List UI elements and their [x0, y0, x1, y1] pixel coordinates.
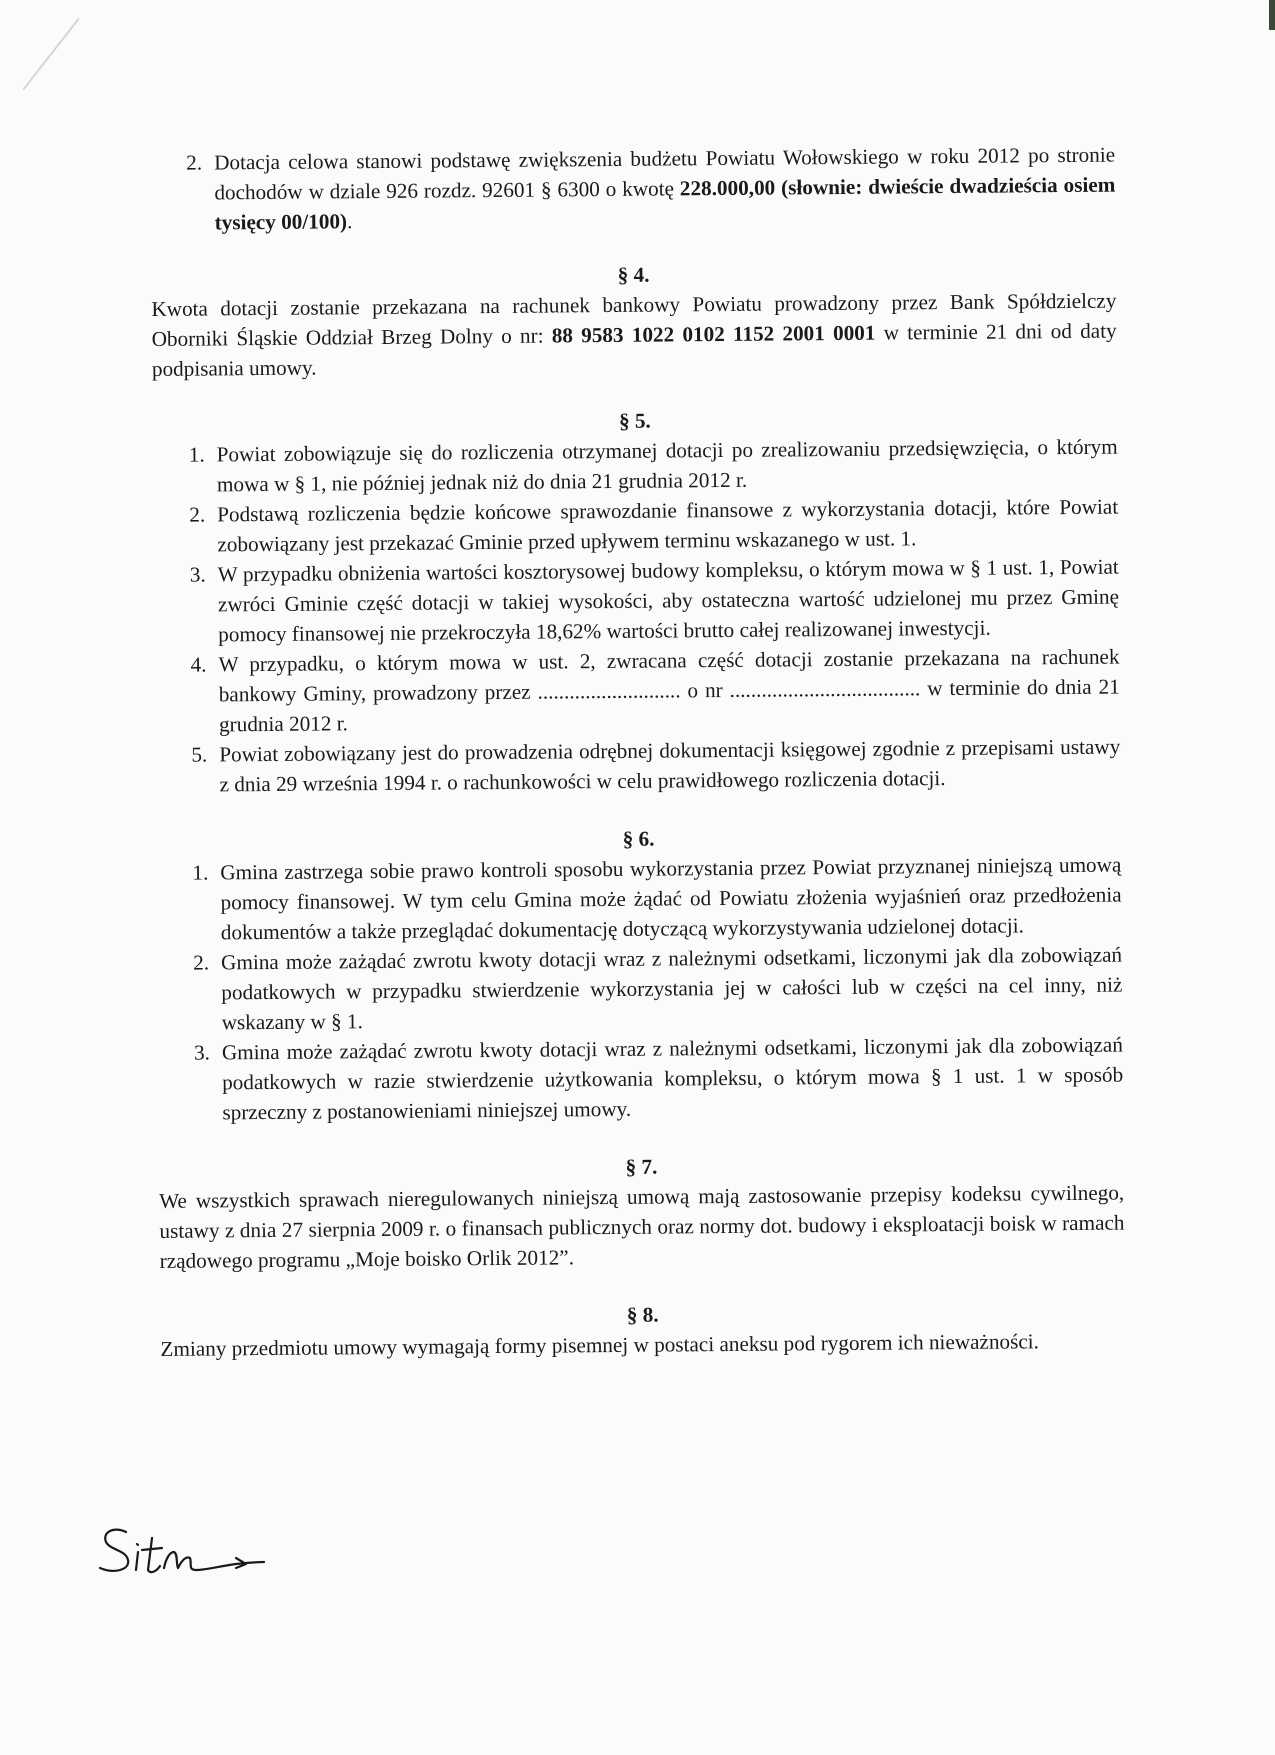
section-4-text-main: Kwota dotacji zostanie przekazana na rachunek bankowy Powiatu prowadzony przez Bank Spółdzielczy Oborniki Śląskie Oddział Brzeg Dolny o nr:: [151, 288, 1117, 351]
list-item: [155, 732, 1120, 800]
item-text: Gmina może zażądać zwrotu kwoty dotacji wraz z należnymi odsetkami, liczonymi jak dla zobowiązań podatkowych w przypadku stwierdzenie wykorzystania jej w całości lub w części na cel inny, niż wskazany w § 1.: [221, 942, 1123, 1035]
item-number: 5.: [191, 742, 208, 767]
section-8-text: Zmiany przedmiotu umowy wymagają formy pisemnej w postaci aneksu pod rygorem ich nieważności.: [160, 1329, 1040, 1361]
item-number: 2.: [186, 150, 203, 175]
section-4-heading: § 4.: [617, 262, 650, 287]
item-text: Gmina może zażądać zwrotu kwoty dotacji wraz z należnymi odsetkami, liczonymi jak dla zobowiązań podatkowych w razie stwierdzenie użytkowania kompleksu, o którym mowa § 1 ust. 1 w sposób sprzeczny z postanowieniami niniejszej umowy.: [221, 1032, 1124, 1125]
scan-artifact-line: [23, 18, 80, 90]
section-7-heading: § 7.: [625, 1154, 658, 1179]
item-number: 3.: [193, 1040, 211, 1065]
section-7-text: We wszystkich sprawach nieregulowanych niniejszą umową mają zastosowanie przepisy kodeksu cywilnego, ustawy z dnia 27 sierpnia 2009 r. o finansach publicznych oraz normy dot. budowy i eksploatacji boisk w ramach rządowego programu „Moje boisko Orlik 2012”.: [159, 1180, 1125, 1273]
section-5-heading: § 5.: [618, 408, 651, 433]
item-number: 2.: [193, 950, 210, 975]
section-4-text-tail: w terminie 21 dni od daty podpisania umowy.: [151, 318, 1117, 381]
list-item: [157, 940, 1123, 1038]
list-item: [153, 432, 1118, 500]
scan-edge-mark: [1269, 0, 1275, 30]
list-item: [156, 850, 1122, 948]
item-number: 1.: [192, 860, 209, 885]
item-text: Powiat zobowiązany jest do prowadzenia odrębnej dokumentacji księgowej zgodnie z przepisami ustawy z dnia 29 września 1994 r. o rachunkowości w celu prawidłowego rozliczenia dotacji.: [219, 734, 1121, 797]
document-body: [150, 140, 1126, 1364]
amount-text: 228.000,00 (słownie: dwieście dwadzieścia osiem tysięcy 00/100): [214, 172, 1116, 235]
item-text: Gmina zastrzega sobie prawo kontroli sposobu wykorzystania przez Powiat przyznanej niniejszą umową pomocy finansowej. W tym celu Gmina może żądać od Powiatu złożenia wyjaśnień oraz przedłożenia dokumentów a także przeglądać dokumentację dotyczącą wykorzystywania udzielonej dotacji.: [220, 852, 1122, 945]
item-number: 1.: [188, 442, 205, 467]
item-text: Podstawą rozliczenia będzie końcowe sprawozdanie finansowe z wykorzystania dotacji, które Powiat zobowiązany jest przekazać Gminie przed upływem terminu wskazanego w ust. 1.: [217, 494, 1119, 557]
item-text: W przypadku, o którym mowa w ust. 2, zwracana część dotacji zostanie przekazana na rachunek bankowy Gminy, prowadzony przez ........................... o nr .................................... w terminie do dnia 21 grudnia 2012 r.: [218, 644, 1120, 737]
item-end: .: [346, 209, 353, 234]
item-number: 2.: [189, 502, 206, 527]
section-6-heading: § 6.: [622, 826, 655, 851]
list-item: [154, 642, 1120, 740]
list-item: [158, 1030, 1124, 1128]
section-8-heading: § 8.: [626, 1302, 659, 1327]
item-text: W przypadku obniżenia wartości kosztorysowej budowy kompleksu, o którym mowa w § 1 ust. 1, Powiat zwróci Gminie część dotacji w takiej wysokości, aby ostateczna wartość udzielonej mu przez Gminę pomocy finansowej nie przekroczyła 18,62% wartości brutto całej realizowanej inwestycji.: [217, 554, 1120, 647]
item-text: [214, 140, 1116, 238]
section-4-text: [151, 286, 1117, 384]
handwritten-signature: [96, 1518, 266, 1588]
item-number: 3.: [189, 562, 206, 587]
item-text-main: Dotacja celowa stanowi podstawę zwiększenia budżetu Powiatu Wołowskiego w roku 2012 po stronie dochodów w dziale 926 rozdz. 92601 § 6300 o kwotę: [214, 142, 1116, 205]
item-text: Powiat zobowiązuje się do rozliczenia otrzymanej dotacji po zrealizowaniu przedsięwzięcia, o którym mowa w § 1, nie później jednak niż do dnia 21 grudnia 2012 r.: [216, 434, 1118, 497]
list-item: [153, 492, 1118, 560]
bank-account-number: 88 9583 1022 0102 1152 2001 0001: [551, 320, 876, 348]
item-number: 4.: [190, 652, 207, 677]
list-item: [154, 552, 1120, 650]
intro-item: [150, 140, 1116, 238]
